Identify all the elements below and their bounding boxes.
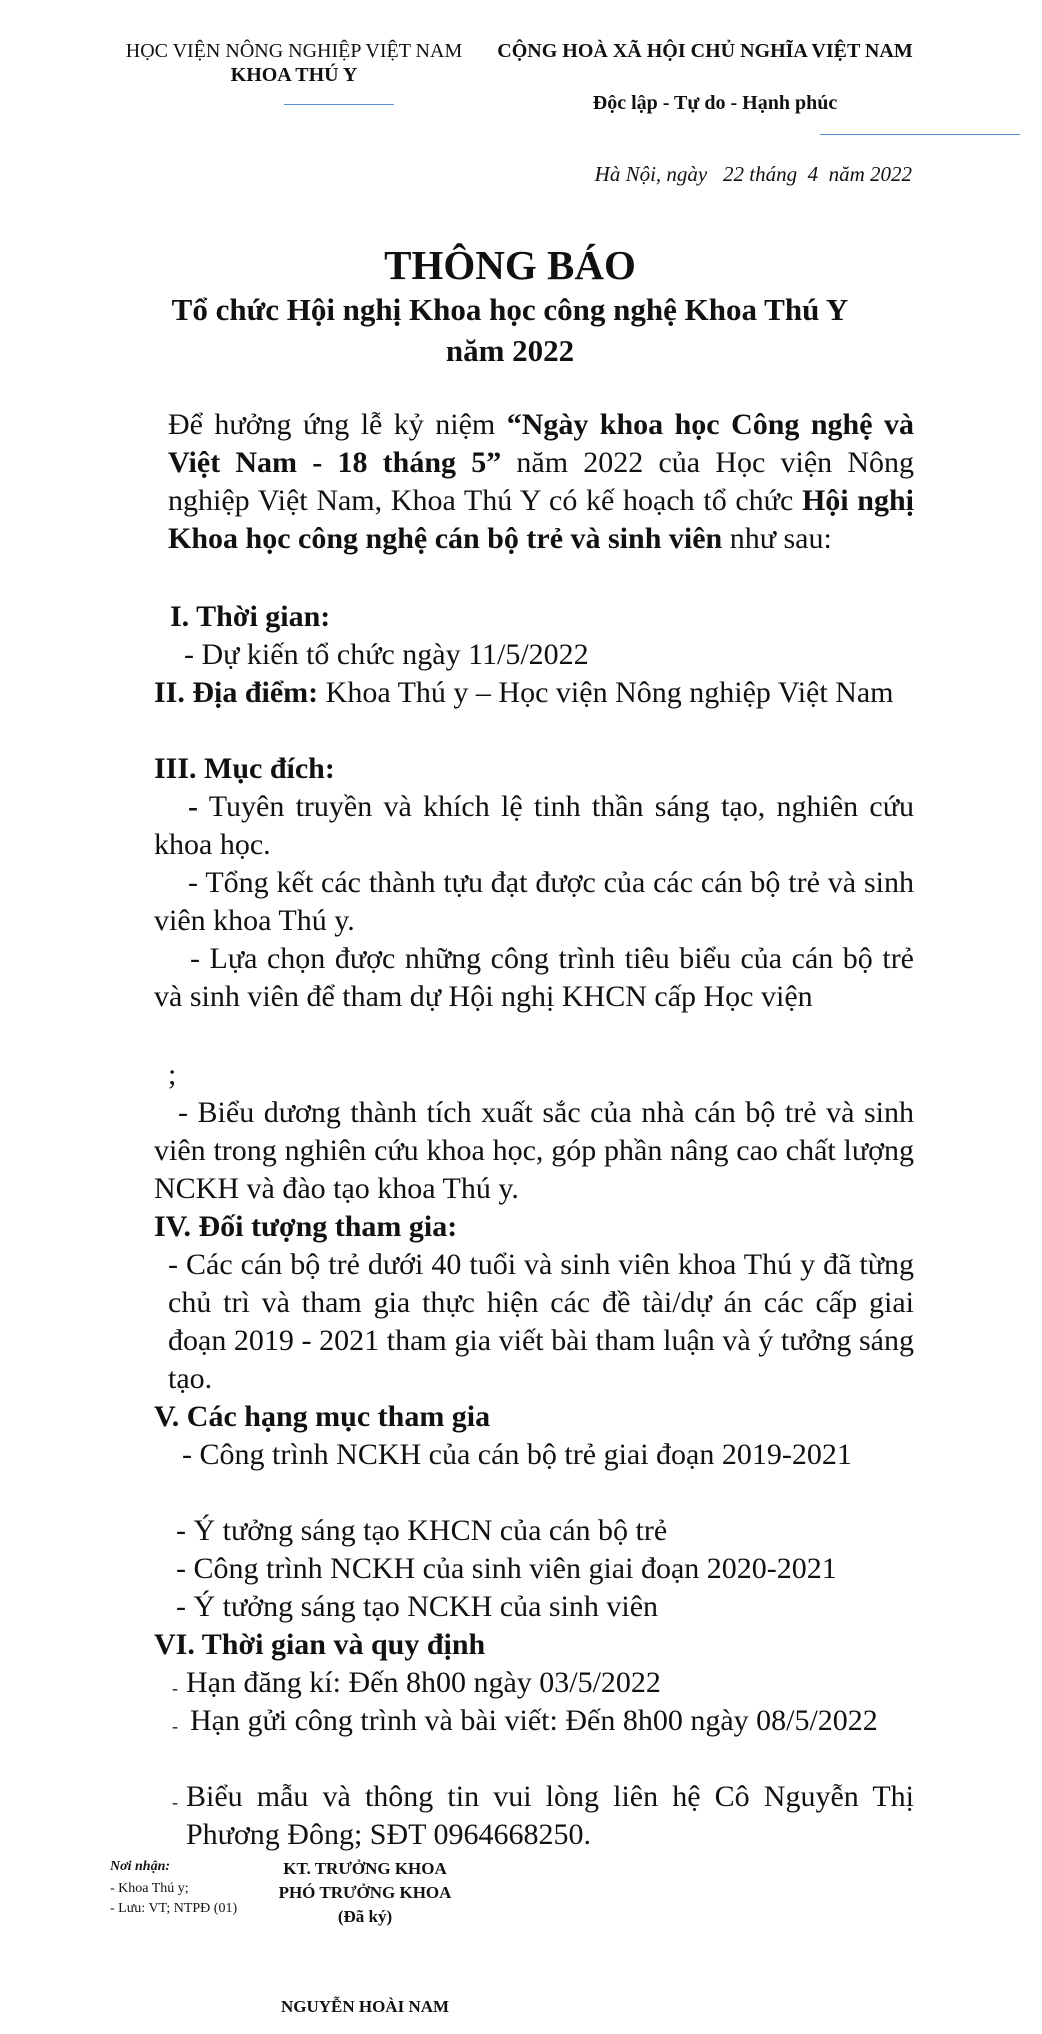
section-3-item-2: - Tổng kết các thành tựu đạt được của các cán bộ trẻ và sinh viên khoa Thú y.	[154, 866, 914, 937]
section-6-bullet-2: -	[172, 1716, 178, 1736]
intro-paragraph: Để hưởng ứng lễ kỷ niệm “Ngày khoa học Công nghệ và Việt Nam - 18 tháng 5” năm 2022 của Học viện Nông nghiệp Việt Nam, Khoa Thú Y có kế hoạch tổ chức Hội nghị Khoa học công nghệ cán bộ trẻ và sinh viên như sau:	[168, 408, 915, 555]
section-5-item-3: - Công trình NCKH của sinh viên giai đoạn 2020-2021	[176, 1552, 837, 1585]
national-motto: Độc lập - Tự do - Hạnh phúc	[592, 92, 838, 114]
document-subtitle: Tổ chức Hội nghị Khoa học công nghệ Khoa Thú Y	[171, 292, 849, 327]
org-name: HỌC VIỆN NÔNG NGHIỆP VIỆT NAM	[125, 40, 463, 62]
section-4-item: - Các cán bộ trẻ dưới 40 tuổi và sinh viên khoa Thú y đã từng chủ trì và tham gia thực hiện các đề tài/dự án các cấp giai đoạn 2019 - 2021 tham gia viết bài tham luận và ý tưởng sáng tạo.	[168, 1248, 914, 1395]
recipients-label: Nơi nhận:	[110, 1859, 171, 1874]
header-right-underline	[820, 134, 1020, 135]
section-5-item-2: - Ý tưởng sáng tạo KHCN của cán bộ trẻ	[176, 1514, 668, 1547]
section-5-heading: V. Các hạng mục tham gia	[154, 1400, 491, 1433]
section-5-item-1: - Công trình NCKH của cán bộ trẻ giai đoạn 2019-2021	[182, 1438, 852, 1471]
section-2-paragraph: II. Địa điểm: Khoa Thú y – Học viện Nông nghiệp Việt Nam	[154, 676, 894, 709]
section-3-heading: III. Mục đích:	[154, 752, 335, 785]
section-1-item: - Dự kiến tổ chức ngày 11/5/2022	[184, 638, 589, 671]
section-3-item-4: - Biểu dương thành tích xuất sắc của nhà cán bộ trẻ và sinh viên trong nghiên cứu khoa học, góp phần nâng cao chất lượng NCKH và đào tạo khoa Thú y.	[154, 1096, 914, 1205]
section-1-heading: I. Thời gian:	[170, 600, 331, 633]
section-6-bullet-1: -	[172, 1678, 178, 1698]
nation-name: CỘNG HOÀ XÃ HỘI CHỦ NGHĨA VIỆT NAM	[497, 40, 913, 62]
header-left-underline	[284, 104, 394, 105]
conference-name: Hội nghị Khoa học công nghệ cán bộ trẻ và sinh viên	[168, 484, 915, 555]
section-6-bullet-3: -	[172, 1792, 178, 1812]
department-name: KHOA THÚ Y	[230, 64, 358, 86]
section-6-item-2: Hạn gửi công trình và bài viết: Đến 8h00 ngày 08/5/2022	[190, 1704, 878, 1737]
signer-name: NGUYỄN HOÀI NAM	[280, 1997, 450, 2016]
section-4-heading: IV. Đối tượng tham gia:	[154, 1210, 458, 1243]
section-3-item-1: - Tuyên truyền và khích lệ tinh thần sáng tạo, nghiên cứu khoa học.	[154, 790, 914, 861]
section-6-item-1: Hạn đăng kí: Đến 8h00 ngày 03/5/2022	[186, 1666, 661, 1699]
section-2-heading: II. Địa điểm:	[154, 676, 319, 709]
signature-title-2: PHÓ TRƯỞNG KHOA	[278, 1883, 452, 1902]
recipient-2: - Lưu: VT; NTPĐ (01)	[110, 1901, 238, 1916]
date-line: Hà Nội, ngày 22 tháng 4 năm 2022	[594, 162, 912, 186]
document-subtitle-year: năm 2022	[445, 333, 575, 368]
section-3-item-3: - Lựa chọn được những công trình tiêu biểu của cán bộ trẻ và sinh viên để tham dự Hội nghị KHCN cấp Học viện	[154, 942, 914, 1013]
section-6-item-3: Biểu mẫu và thông tin vui lòng liên hệ Cô Nguyễn Thị Phương Đông; SĐT 0964668250.	[186, 1780, 914, 1851]
section-5-item-4: - Ý tưởng sáng tạo NCKH của sinh viên	[176, 1590, 659, 1623]
section-6-heading: VI. Thời gian và quy định	[154, 1628, 486, 1661]
recipient-1: - Khoa Thú y;	[110, 1881, 189, 1896]
section-3-semicolon: ;	[168, 1058, 177, 1091]
signature-title-1: KT. TRƯỞNG KHOA	[283, 1859, 447, 1878]
signature-status: (Đã ký)	[337, 1907, 393, 1926]
document-title: THÔNG BÁO	[384, 242, 636, 288]
event-name: “Ngày khoa học Công nghệ và Việt Nam - 18 tháng 5”	[168, 408, 914, 479]
